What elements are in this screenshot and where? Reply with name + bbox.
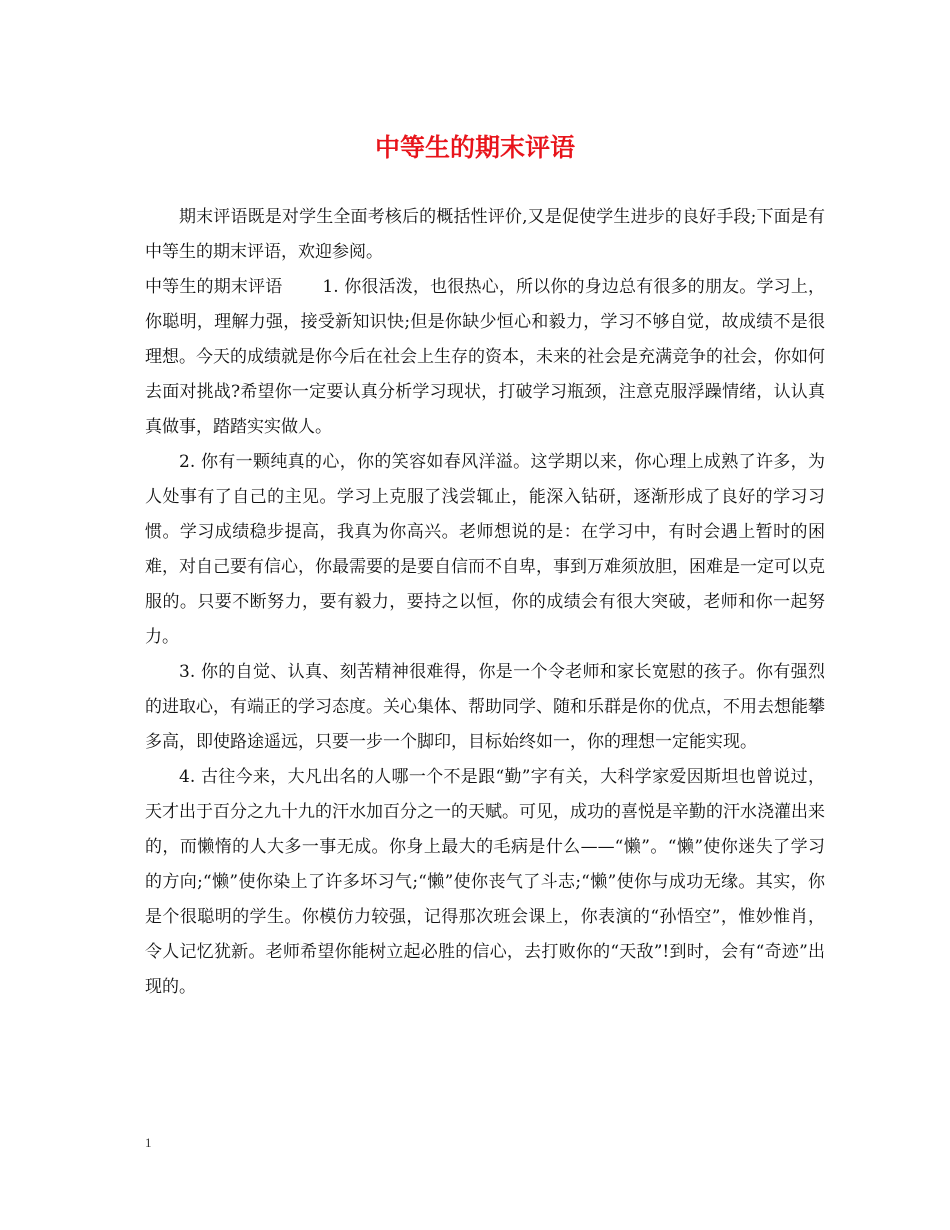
section-heading: 中等生的期末评语: [145, 277, 283, 297]
comment-paragraph-1: [145, 270, 825, 445]
comment-paragraph-2: 2. 你有一颗纯真的心，你的笑容如春风洋溢。这学期以来，你心理上成熟了许多，为人处事有了自己的主见。学习上克服了浅尝辄止，能深入钻研，逐渐形成了良好的学习习惯。学习成绩稳步提高，我真为你高兴。老师想说的是：在学习中，有时会遇上暂时的困难，对自己要有信心，你最需要的是要自信而不自卑，事到万难须放胆，困难是一定可以克服的。只要不断努力，要有毅力，要持之以恒，你的成绩会有很大突破，老师和你一起努力。: [145, 452, 825, 647]
comment-paragraph-3: 3. 你的自觉、认真、刻苦精神很难得，你是一个令老师和家长宽慰的孩子。你有强烈的进取心，有端正的学习态度。关心集体、帮助同学、随和乐群是你的优点，不用去想能攀多高，即使路途遥远，只要一步一个脚印，目标始终如一，你的理想一定能实现。: [145, 662, 825, 752]
page-number: 1: [145, 1135, 152, 1150]
document-title: 中等生的期末评语: [374, 133, 575, 162]
comment-paragraph-4: 4. 古往今来，大凡出名的人哪一个不是跟“勤”字有关，大科学家爱因斯坦也曾说过，天才出于百分之九十九的汗水加百分之一的天赋。可见，成功的喜悦是辛勤的汗水浇灌出来的，而懒惰的人大多一事无成。你身上最大的毛病是什么——“懒”。“懒”使你迷失了学习的方向;“懒”使你染上了许多坏习气;“懒”使你丧气了斗志;“懒”使你与成功无缘。其实，你是个很聪明的学生。你模仿力较强，记得那次班会课上，你表演的“孙悟空”，惟妙惟肖，令人记忆犹新。老师希望你能树立起必胜的信心，去打败你的“天敌”!到时，会有“奇迹”出现的。: [145, 767, 825, 997]
intro-paragraph: 期末评语既是对学生全面考核后的概括性评价,又是促使学生进步的良好手段;下面是有中等生的期末评语，欢迎参阅。: [145, 207, 825, 262]
comment-text-1: 1. 你很活泼，也很热心，所以你的身边总有很多的朋友。学习上，你聪明，理解力强，接受新知识快;但是你缺少恒心和毅力，学习不够自觉，故成绩不是很理想。今天的成绩就是你今后在社会上生存的资本，未来的社会是充满竞争的社会，你如何去面对挑战?希望你一定要认真分析学习现状，打破学习瓶颈，注意克服浮躁情绪，认认真真做事，踏踏实实做人。: [145, 277, 826, 437]
document-body: [145, 200, 825, 1005]
